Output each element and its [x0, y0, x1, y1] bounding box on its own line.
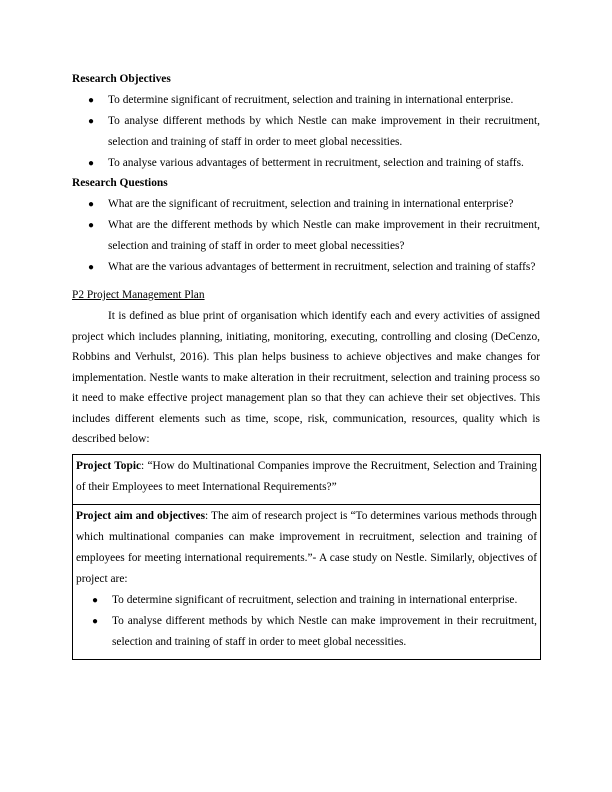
project-aim-list	[76, 590, 537, 653]
bullet-icon: ●	[88, 116, 95, 127]
bullet-icon: ●	[88, 199, 95, 210]
project-aim-label: Project aim and objectives	[76, 509, 206, 522]
bullet-icon: ●	[92, 615, 99, 627]
page-content	[72, 70, 540, 660]
project-plan-paragraph: It is defined as blue print of organisation which identify each and every activities of assigned project which includes planning, initiating, monitoring, executing, controlling and closing (DeCenzo, Robbins and Verhulst, 2016). This plan helps business to achieve objectives and make changes for implementation. Nestle wants to make alteration in their recruitment, selection and training process so it need to make effective project management plan so that they can achieve their set objectives. This includes different elements such as time, scope, risk, communication, resources, quality which is described below:	[72, 310, 540, 445]
list-item: ● What are the different methods by which Nestle can make improvement in their recruitment, selection and training of staff in order to meet global necessities?	[108, 215, 540, 257]
project-aim-text: : The aim of research project is “To determines various methods through which multinational companies can make improvement in recruitment, selection and training of employees for meeting international requirements.”- A case study on Nestle. Similarly, objectives of project are:	[76, 509, 537, 585]
project-topic-text: : “How do Multinational Companies improve the Recruitment, Selection and Training of their Employees to meet International Requirements?”	[76, 459, 537, 493]
project-topic-label: Project Topic	[76, 459, 142, 472]
project-plan-heading: P2 Project Management Plan	[72, 289, 205, 301]
bullet-icon: ●	[88, 95, 95, 106]
research-objectives-heading: Research Objectives	[72, 73, 171, 85]
research-objectives-list	[72, 90, 540, 174]
list-item: ● To analyse different methods by which Nestle can make improvement in their recruitment, selection and training of staff in order to meet global necessities.	[108, 111, 540, 153]
list-item: ● What are the significant of recruitment, selection and training in international enterprise?	[108, 194, 540, 215]
table-row	[73, 504, 541, 659]
bullet-icon: ●	[88, 220, 95, 231]
bullet-icon: ●	[88, 262, 95, 273]
project-aim-cell	[73, 504, 541, 659]
list-item: ● To analyse various advantages of betterment in recruitment, selection and training of staffs.	[108, 153, 540, 174]
list-item: ● To determine significant of recruitment, selection and training in international enterprise.	[112, 590, 537, 611]
list-item: ● What are the various advantages of betterment in recruitment, selection and training of staffs?	[108, 257, 540, 278]
research-questions-list	[72, 194, 540, 278]
research-questions-heading: Research Questions	[72, 177, 168, 189]
bullet-icon: ●	[92, 594, 99, 606]
project-topic-cell	[73, 454, 541, 504]
project-plan-table	[72, 454, 541, 660]
bullet-icon: ●	[88, 158, 95, 169]
list-item: ● To determine significant of recruitment, selection and training in international enterprise.	[108, 90, 540, 111]
table-row	[73, 454, 541, 504]
list-item: ● To analyse different methods by which Nestle can make improvement in their recruitment, selection and training of staff in order to meet global necessities.	[112, 611, 537, 653]
